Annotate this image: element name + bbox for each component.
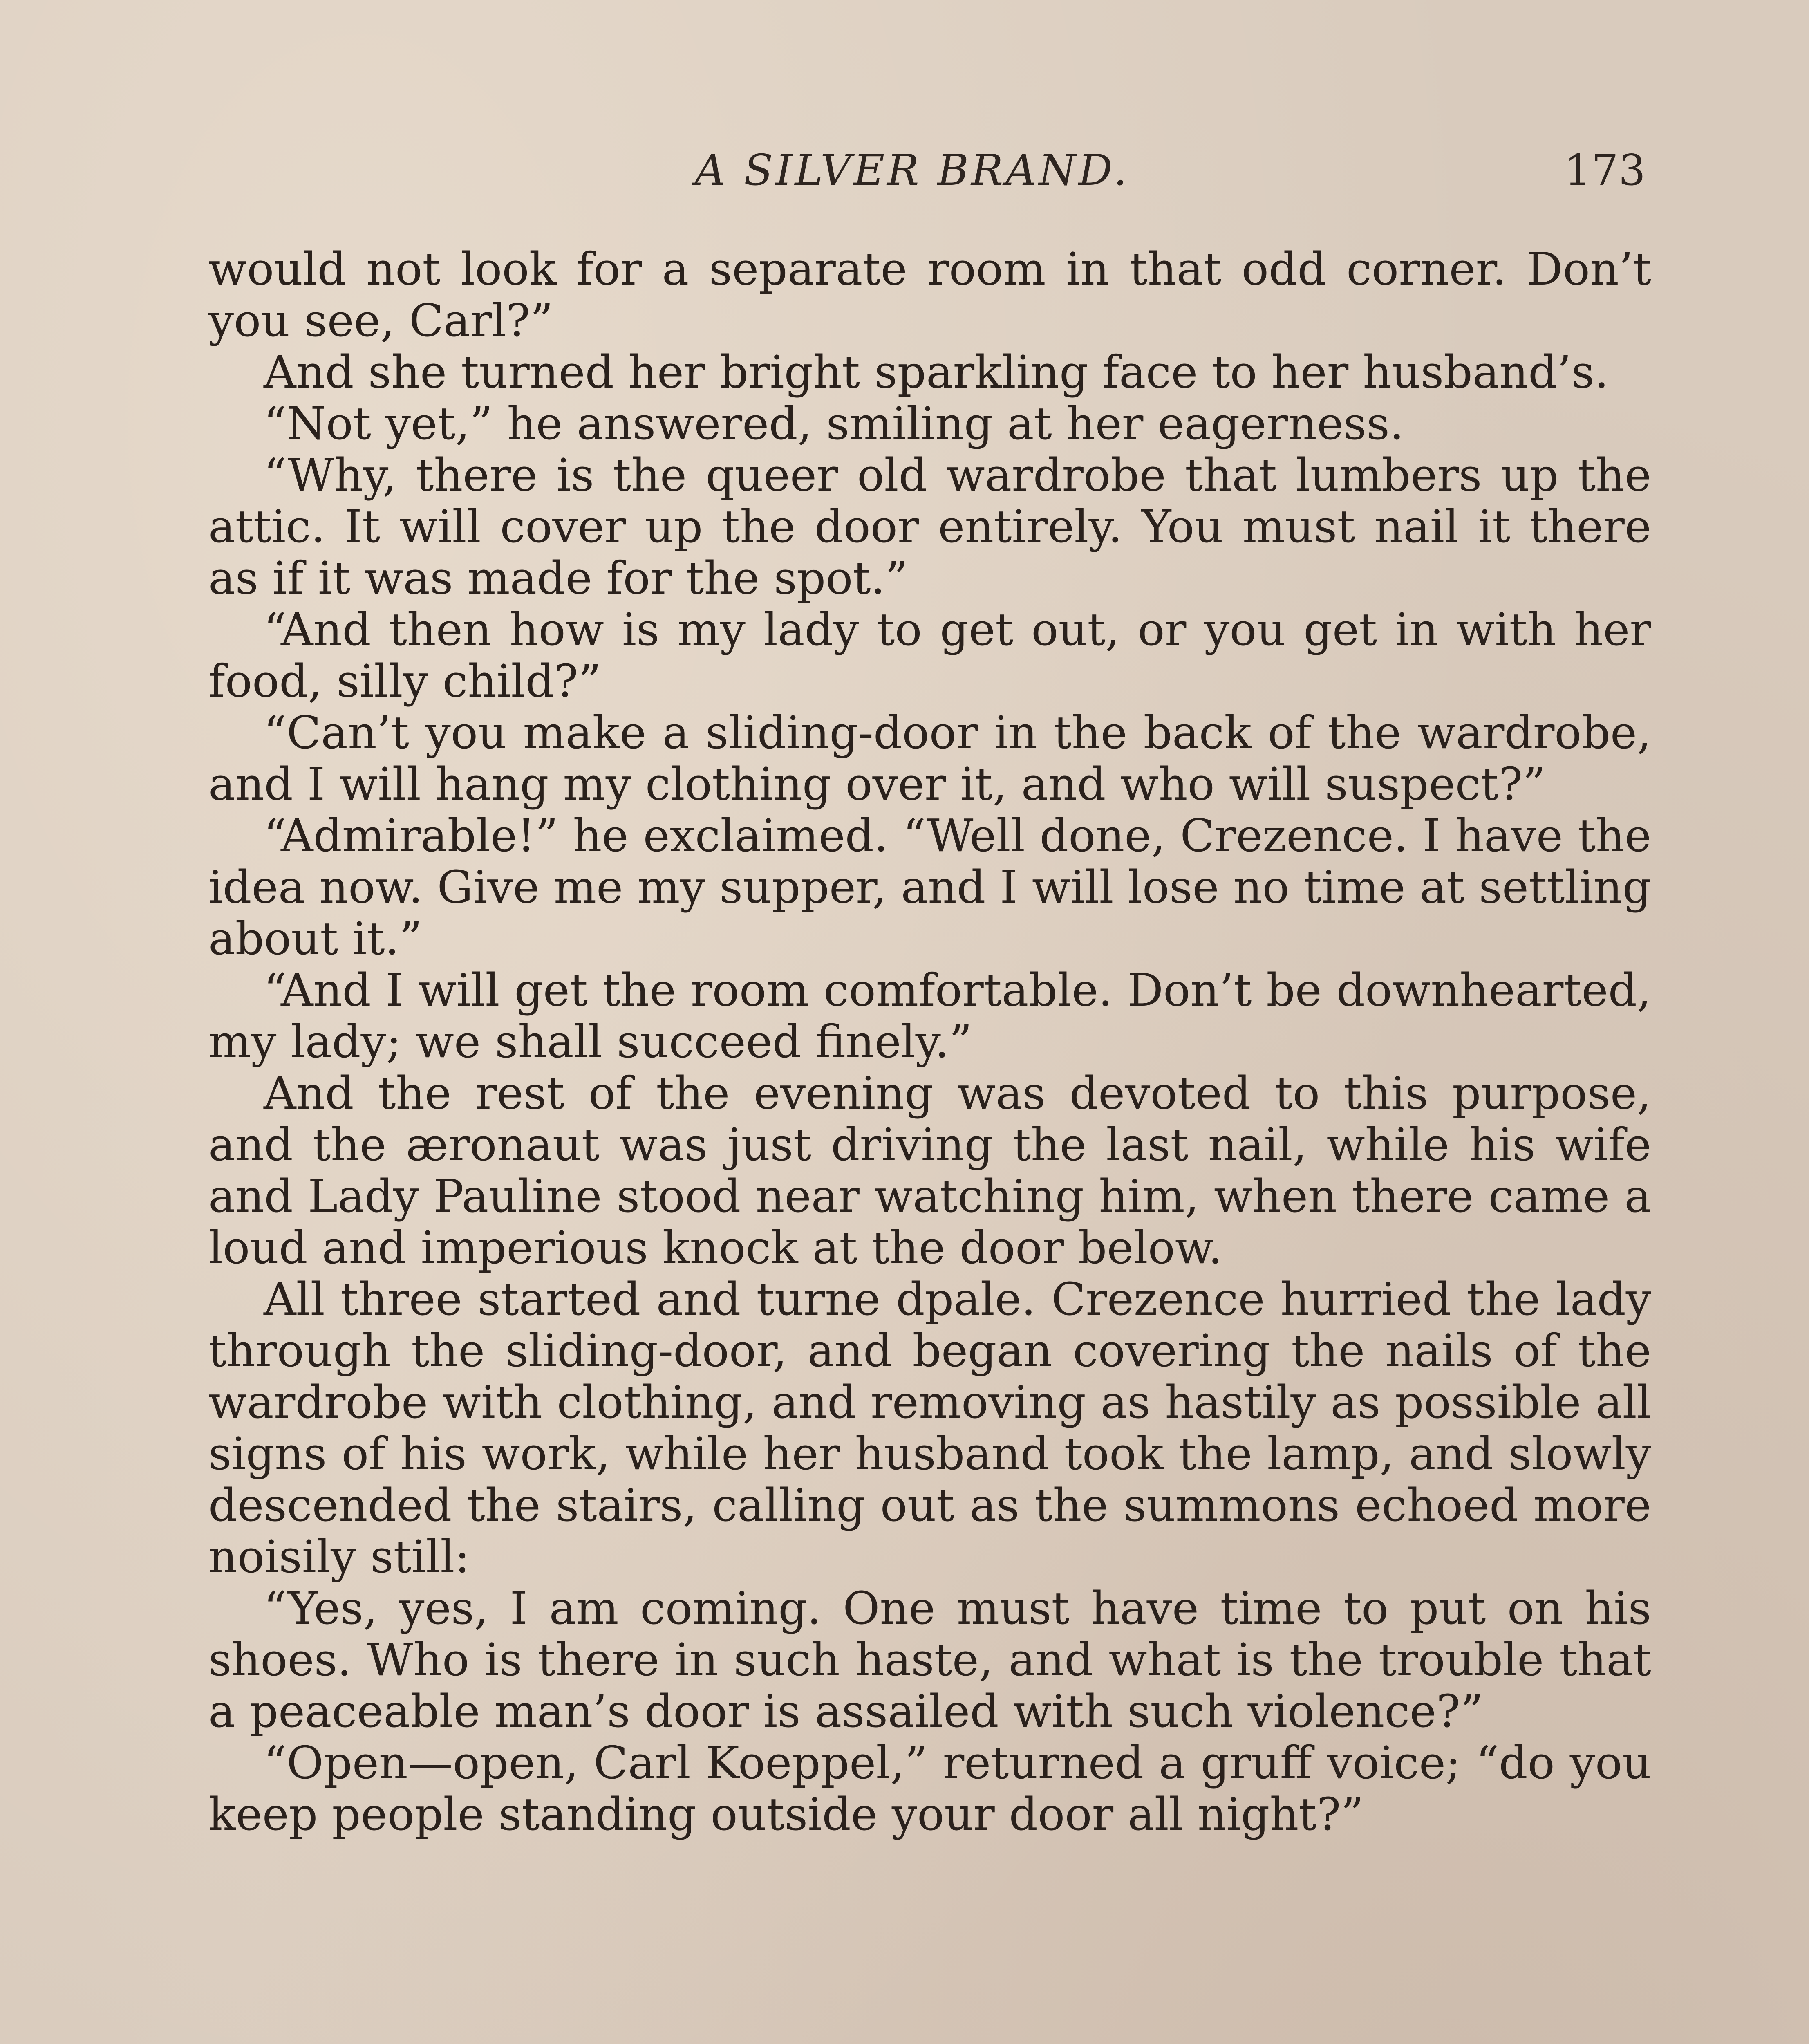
paragraph: “Can’t you make a sliding-door in the back of the wardrobe, and I will hang my clothing over it, and who will suspect?” xyxy=(208,706,1651,810)
paragraph: And she turned her bright sparkling face to her husband’s. xyxy=(264,346,1609,398)
paragraph: would not look for a separate room in that odd corner. Don’t you see, Carl?” xyxy=(208,243,1651,347)
paragraph: “And I will get the room comfortable. Don’t be downhearted, my lady; we shall succeed finely.” xyxy=(208,964,1651,1068)
paragraph: “And then how is my lady to get out, or you get in with her food, silly child?” xyxy=(208,603,1651,707)
paragraph: “Open—open, Carl Koeppel,” returned a gruff voice; “do you keep people standing outside your door all night?” xyxy=(208,1737,1651,1840)
paragraph: And the rest of the evening was devoted to this purpose, and the æronaut was just driving the last nail, while his wife and Lady Pauline stood near watching him, when there came a loud and imperious knock at the door below. xyxy=(208,1067,1651,1274)
paragraph: “Not yet,” he answered, smiling at her eagerness. xyxy=(264,397,1404,450)
paragraph: “Yes, yes, I am coming. One must have time to put on his shoes. Who is there in such haste, and what is the trouble that a peaceable man’s door is assailed with such violence?” xyxy=(208,1582,1651,1737)
paragraph: “Why, there is the queer old wardrobe that lumbers up the attic. It will cover up the door entirely. You must nail it there as if it was made for the spot.” xyxy=(208,449,1651,604)
body-text xyxy=(208,243,1651,1840)
paragraph: All three started and turne dpale. Crezence hurried the lady through the sliding-door, and began covering the nails of the wardrobe with clothing, and removing as hastily as possible all signs of his work, while her husband took the lamp, and slowly descended the stairs, calling out as the summons echoed more noisily still: xyxy=(208,1273,1651,1583)
page-number: 173 xyxy=(1564,145,1646,195)
running-title: A SILVER BRAND. xyxy=(695,145,1130,195)
paragraph: “Admirable!” he exclaimed. “Well done, Crezence. I have the idea now. Give me my supper, and I will lose no time at settling about it.” xyxy=(208,809,1651,965)
